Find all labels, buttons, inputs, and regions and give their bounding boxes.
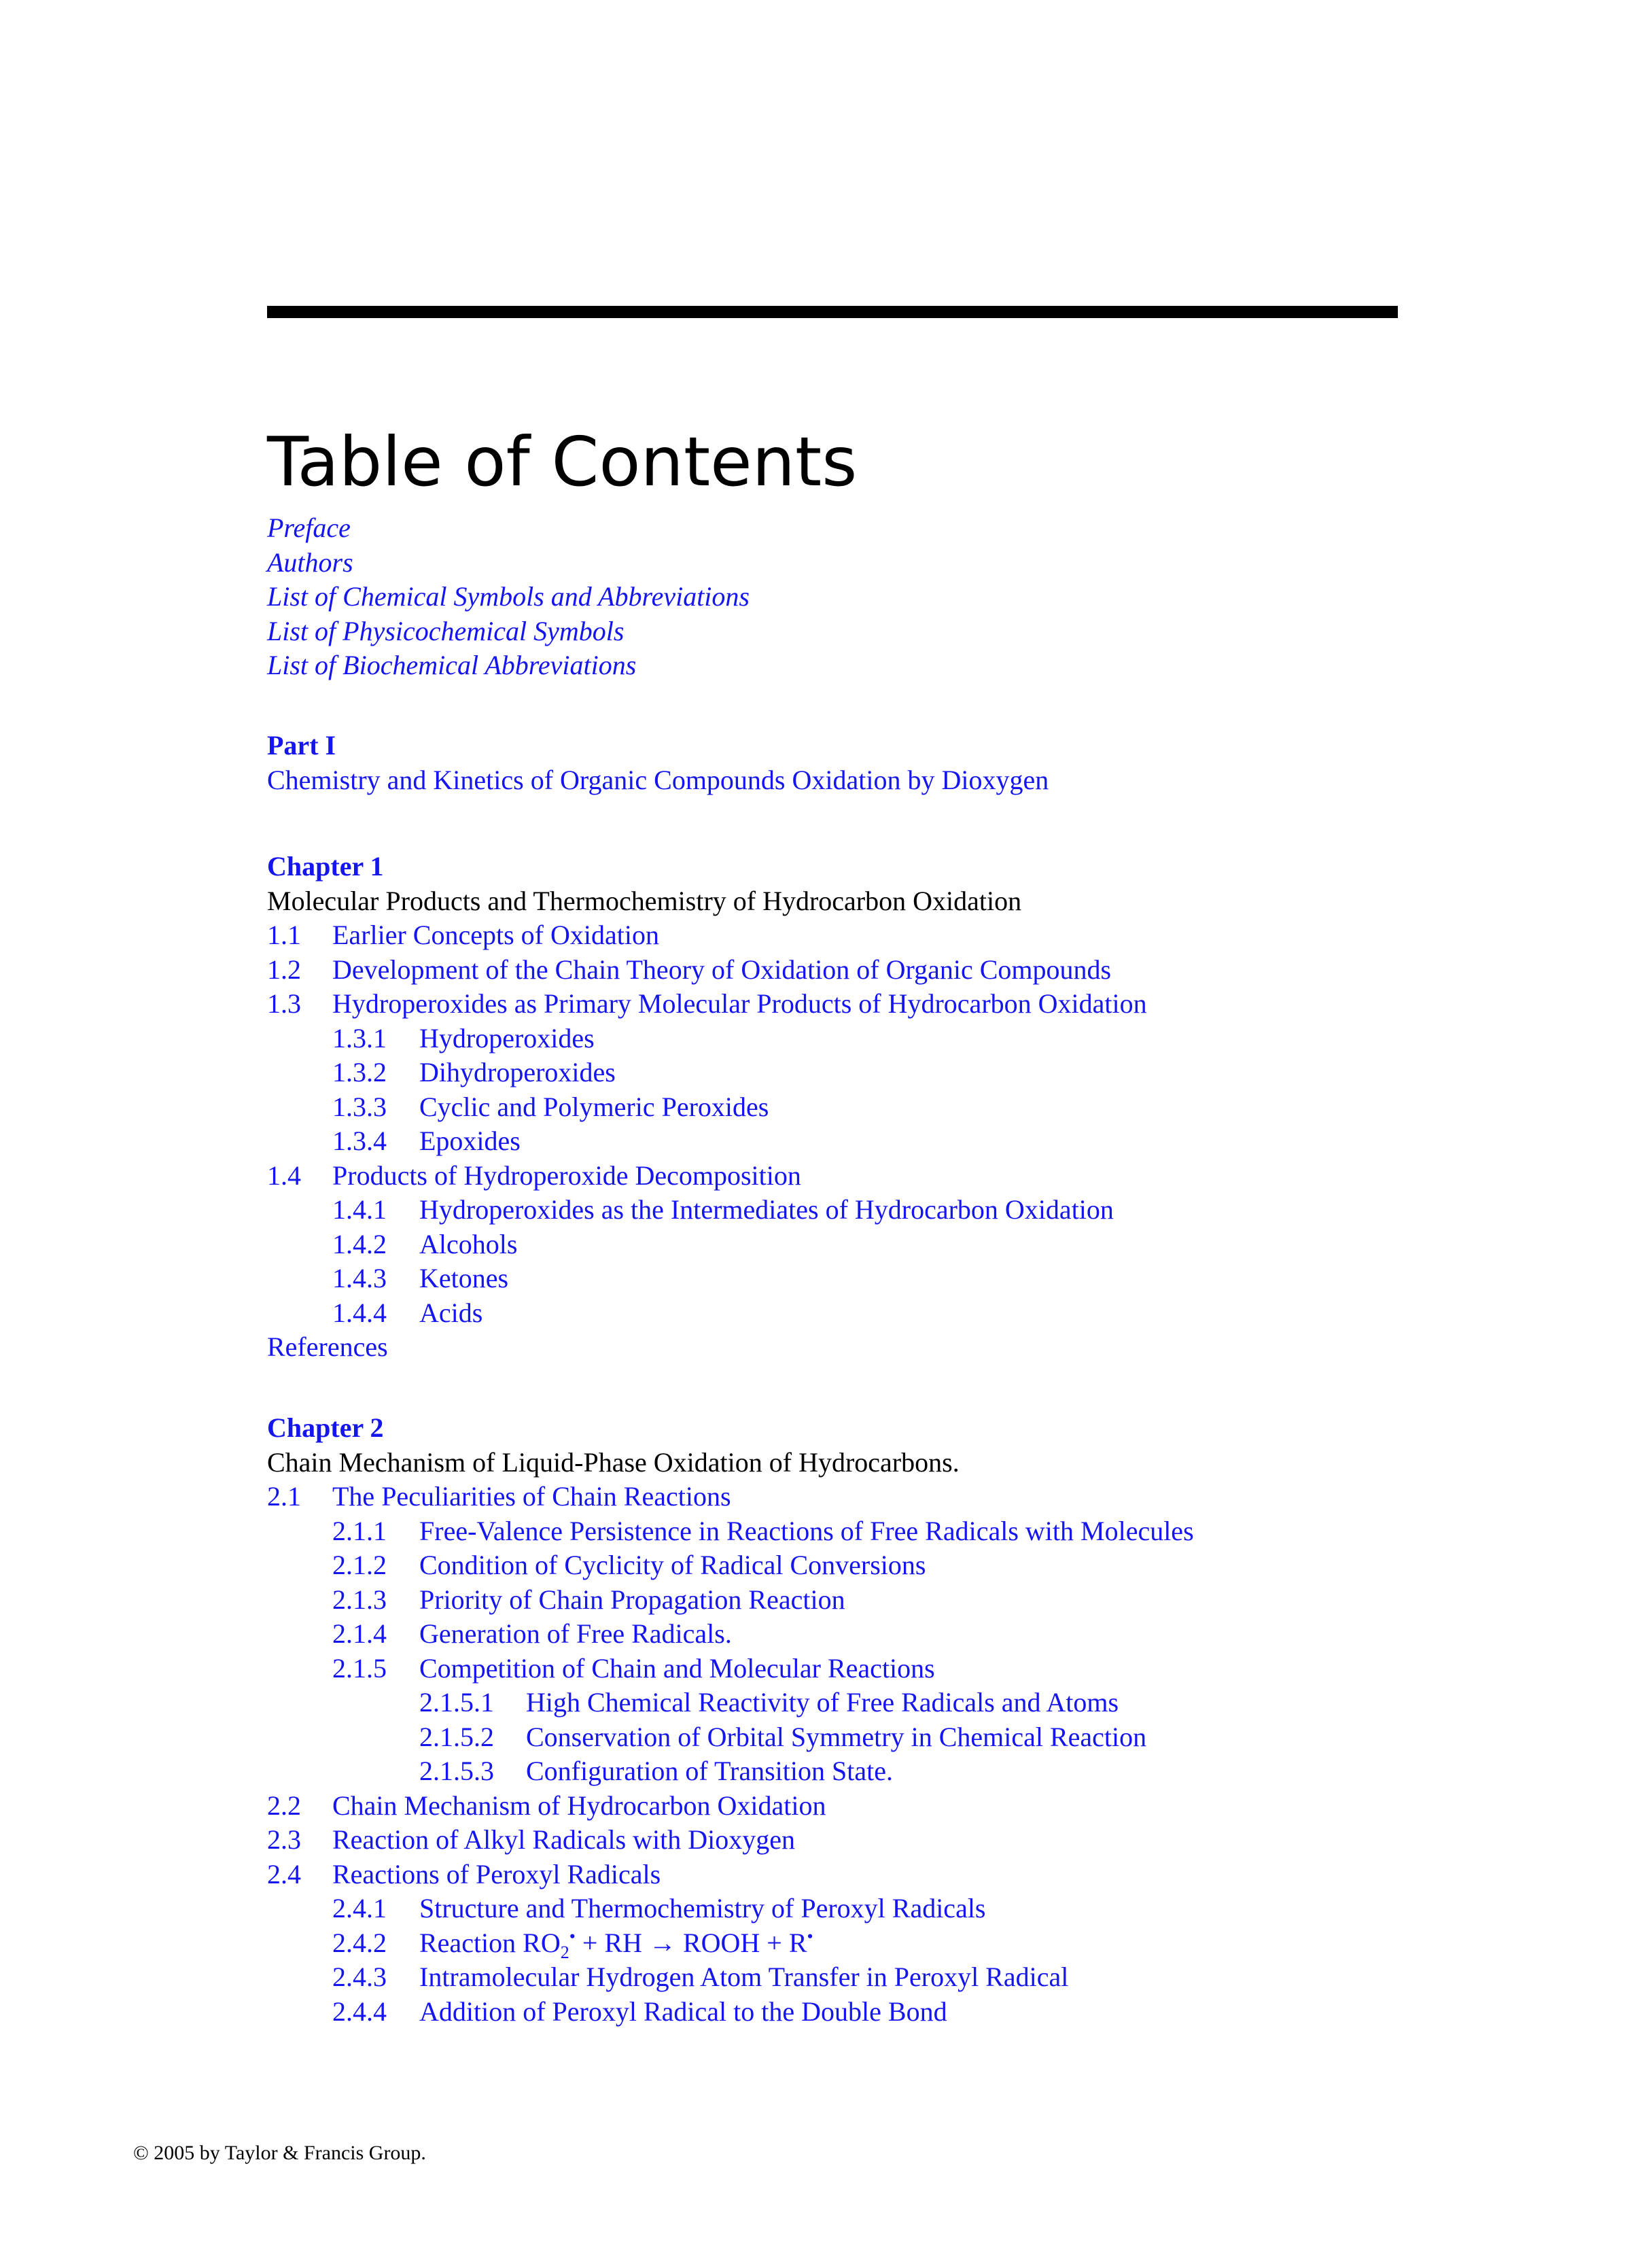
- toc-entry[interactable]: 1.3.2 Dihydroperoxides: [332, 1057, 616, 1087]
- toc-link-preface[interactable]: Preface: [267, 512, 351, 543]
- formula-radical-dot: •: [807, 1926, 813, 1947]
- part-title[interactable]: Chemistry and Kinetics of Organic Compounds Oxidation by Dioxygen: [267, 764, 1049, 795]
- page-title: Table of Contents: [267, 422, 858, 502]
- chapter-title: Chain Mechanism of Liquid-Phase Oxidation of Hydrocarbons.: [267, 1446, 960, 1478]
- front-matter-list: [267, 511, 1398, 683]
- toc-entry[interactable]: 1.4.4 Acids: [332, 1297, 483, 1328]
- toc-entry[interactable]: 2.4.1 Structure and Thermochemistry of Peroxyl Radicals: [332, 1893, 986, 1923]
- toc-entry[interactable]: 1.3.4 Epoxides: [332, 1126, 521, 1156]
- toc-entry[interactable]: 2.1.5.3 Configuration of Transition State.: [419, 1756, 893, 1786]
- toc-entry[interactable]: 1.3 Hydroperoxides as Primary Molecular Products of Hydrocarbon Oxidation: [267, 988, 1147, 1019]
- toc-entry[interactable]: 1.3.3 Cyclic and Polymeric Peroxides: [332, 1091, 769, 1122]
- toc-entry[interactable]: 1.2 Development of the Chain Theory of Oxidation of Organic Compounds: [267, 954, 1112, 985]
- toc-entry[interactable]: 2.1 The Peculiarities of Chain Reactions: [267, 1481, 731, 1512]
- toc-link-physicochemical-symbols[interactable]: List of Physicochemical Symbols: [267, 615, 625, 646]
- toc-link-references[interactable]: References: [267, 1331, 388, 1362]
- formula-radical-dot: •: [569, 1926, 576, 1947]
- chapter-1: [267, 850, 1398, 1365]
- toc-entry[interactable]: 1.4.1 Hydroperoxides as the Intermediates of Hydrocarbon Oxidation: [332, 1194, 1114, 1225]
- chapter-label[interactable]: Chapter 2: [267, 1412, 384, 1443]
- toc-entry[interactable]: 1.4 Products of Hydroperoxide Decomposition: [267, 1160, 801, 1191]
- part-label[interactable]: Part I: [267, 730, 336, 761]
- toc-entry[interactable]: 2.4.3 Intramolecular Hydrogen Atom Transfer in Peroxyl Radical: [332, 1962, 1069, 1992]
- top-rule: [267, 306, 1398, 318]
- toc-link-authors[interactable]: Authors: [267, 546, 353, 578]
- toc-entry[interactable]: 2.1.5.2 Conservation of Orbital Symmetry in Chemical Reaction: [419, 1721, 1147, 1752]
- toc-link-biochemical-abbreviations[interactable]: List of Biochemical Abbreviations: [267, 650, 637, 680]
- formula-part-a: Reaction RO: [419, 1927, 561, 1958]
- toc-entry[interactable]: 1.4.3 Ketones: [332, 1263, 509, 1293]
- toc-entry[interactable]: 1.1 Earlier Concepts of Oxidation: [267, 920, 659, 950]
- toc-link-chemical-symbols[interactable]: List of Chemical Symbols and Abbreviations: [267, 581, 750, 612]
- toc-entry[interactable]: 2.1.3 Priority of Chain Propagation Reaction: [332, 1584, 845, 1615]
- part-1: [267, 729, 1398, 797]
- toc-entry[interactable]: 1.3.1 Hydroperoxides: [332, 1022, 595, 1053]
- toc-entry[interactable]: 2.3 Reaction of Alkyl Radicals with Dioxygen: [267, 1824, 795, 1855]
- toc-entry[interactable]: 2.1.5.1 High Chemical Reactivity of Free Radicals and Atoms: [419, 1687, 1119, 1718]
- toc-entry[interactable]: 1.4.2 Alcohols: [332, 1228, 518, 1259]
- chapter-title: Molecular Products and Thermochemistry of Hydrocarbon Oxidation: [267, 885, 1022, 916]
- formula-part-b: + RH → ROOH + R: [575, 1927, 807, 1958]
- chapter-label[interactable]: Chapter 1: [267, 851, 384, 882]
- toc-entry[interactable]: 2.1.2 Condition of Cyclicity of Radical Conversions: [332, 1550, 926, 1580]
- toc-entry[interactable]: 2.1.4 Generation of Free Radicals.: [332, 1618, 732, 1649]
- toc-entry[interactable]: 2.4.2 Reaction $RO_2^•$ + RH → ROOH + R•: [332, 1926, 813, 1962]
- toc-entry[interactable]: 2.2 Chain Mechanism of Hydrocarbon Oxidation: [267, 1790, 826, 1821]
- formula-subscript: 2: [560, 1942, 569, 1962]
- copyright-footer: © 2005 by Taylor & Francis Group.: [133, 2142, 426, 2164]
- toc-entry[interactable]: 2.4 Reactions of Peroxyl Radicals: [267, 1858, 661, 1889]
- toc-entry[interactable]: 2.1.5 Competition of Chain and Molecular Reactions: [332, 1652, 935, 1684]
- toc-entry[interactable]: 2.1.1 Free-Valence Persistence in Reactions of Free Radicals with Molecules: [332, 1515, 1194, 1546]
- chapter-2: [267, 1411, 1398, 2029]
- toc-entry[interactable]: 2.4.4 Addition of Peroxyl Radical to the Double Bond: [332, 1996, 947, 2027]
